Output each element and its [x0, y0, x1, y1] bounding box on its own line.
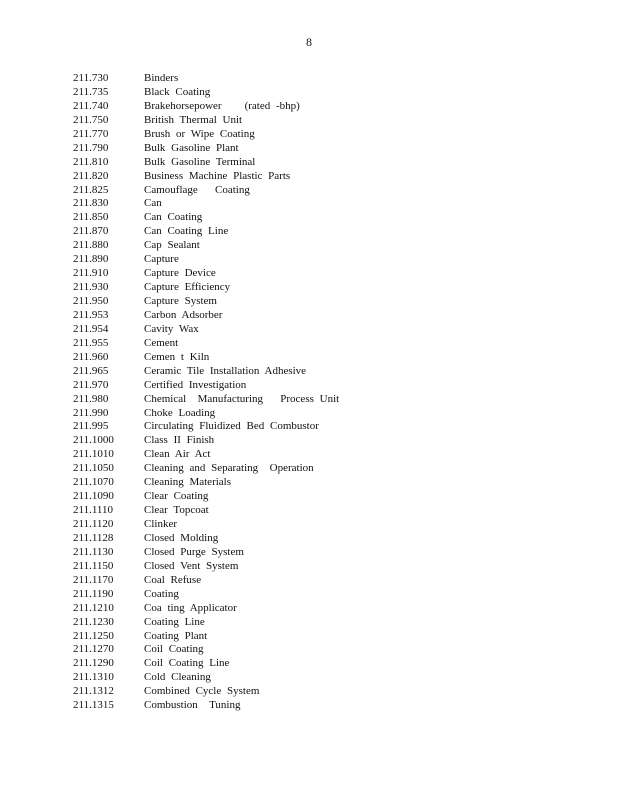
defined-term: Bulk Gasoline Terminal	[144, 155, 256, 168]
defined-term: Capture Efficiency	[144, 281, 231, 294]
section-number: 211.1230	[73, 615, 114, 628]
section-number: 211.890	[73, 253, 109, 266]
list-item	[73, 142, 339, 156]
section-number: 211.750	[73, 113, 109, 126]
section-number: 211.830	[73, 197, 109, 210]
list-item	[73, 546, 339, 560]
defined-term: Cleaning Materials	[144, 476, 232, 489]
defined-term: Cold Cleaning	[144, 671, 211, 684]
section-number: 211.880	[73, 239, 109, 252]
section-number: 211.965	[73, 364, 109, 377]
defined-term: Class II Finish	[144, 434, 215, 447]
list-item	[73, 476, 339, 490]
section-number: 211.1130	[73, 545, 114, 558]
section-number: 211.990	[73, 406, 109, 419]
list-item	[73, 616, 339, 630]
section-number: 211.735	[73, 85, 109, 98]
list-item	[73, 532, 339, 546]
defined-term: British Thermal Unit	[144, 113, 243, 126]
defined-term: Certified Investigation	[144, 378, 247, 391]
section-number: 211.790	[73, 141, 109, 154]
section-number: 211.1210	[73, 601, 114, 614]
section-number: 211.954	[73, 322, 109, 335]
list-item	[73, 490, 339, 504]
section-number: 211.950	[73, 295, 109, 307]
section-number: 211.870	[73, 225, 109, 238]
list-item	[73, 379, 339, 393]
defined-term: Can Coating Line	[144, 225, 229, 238]
section-number: 211.1190	[73, 587, 114, 600]
list-item	[73, 86, 339, 100]
defined-term: Closed Purge System	[144, 545, 244, 558]
section-number: 211.1070	[73, 476, 114, 489]
defined-term: Closed Vent System	[144, 559, 239, 572]
section-number: 211.825	[73, 183, 109, 196]
list-item	[73, 393, 339, 407]
defined-term: Capture Device	[144, 267, 216, 280]
section-number: 211.730	[73, 72, 109, 84]
section-number: 211.910	[73, 267, 109, 280]
defined-term: Camouflage Coating	[144, 183, 250, 196]
list-item	[73, 448, 339, 462]
section-number: 211.1150	[73, 559, 114, 572]
list-item	[73, 518, 339, 532]
defined-term: Clear Topcoat	[144, 504, 209, 517]
list-item	[73, 323, 339, 337]
defined-term: Choke Loading	[144, 406, 216, 419]
list-item	[73, 156, 339, 170]
section-number: 211.995	[73, 420, 109, 433]
defined-term: Business Machine Plastic Parts	[144, 169, 291, 182]
list-item	[73, 365, 339, 379]
defined-term: Chemical Manufacturing Process Unit	[144, 392, 340, 405]
defined-term: Can	[144, 197, 162, 210]
section-number: 211.970	[73, 378, 109, 391]
section-number: 211.740	[73, 99, 109, 112]
section-number: 211.1290	[73, 657, 114, 670]
defined-term: Black Coating	[144, 85, 211, 98]
defined-term: Cap Sealant	[144, 239, 200, 252]
defined-term: Cemen t Kiln	[144, 350, 210, 363]
defined-term: Coating Plant	[144, 629, 208, 642]
defined-term: Carbon Adsorber	[144, 308, 223, 321]
list-item	[73, 699, 339, 713]
defined-term: Coa ting Applicator	[144, 601, 237, 614]
defined-term: Can Coating	[144, 211, 203, 224]
defined-term: Brush or Wipe Coating	[144, 127, 255, 140]
defined-term: Capture System	[144, 295, 217, 307]
list-item	[73, 253, 339, 267]
defined-term: Combustion Tuning	[144, 699, 241, 712]
list-item	[73, 239, 339, 253]
section-number: 211.770	[73, 127, 109, 140]
list-item	[73, 170, 339, 184]
defined-term: Bulk Gasoline Plant	[144, 141, 239, 154]
list-item	[73, 588, 339, 602]
section-number: 211.1128	[73, 531, 114, 544]
section-number: 211.1120	[73, 518, 114, 530]
defined-term: Coal Refuse	[144, 573, 202, 586]
section-number: 211.953	[73, 308, 109, 321]
defined-term: Brakehorsepower (rated -bhp)	[144, 99, 300, 112]
section-number: 211.1170	[73, 573, 114, 586]
defined-term: Coil Coating	[144, 643, 204, 656]
list-item	[73, 128, 339, 142]
list-item	[73, 197, 339, 211]
list-item	[73, 281, 339, 295]
list-item	[73, 267, 339, 281]
section-number: 211.850	[73, 211, 109, 224]
section-number: 211.810	[73, 155, 109, 168]
list-item	[73, 462, 339, 476]
defined-term: Capture	[144, 253, 179, 266]
list-item	[73, 184, 339, 198]
section-number: 211.1315	[73, 699, 114, 712]
section-number: 211.1050	[73, 462, 114, 475]
list-item	[73, 671, 339, 685]
list-item	[73, 407, 339, 421]
list-item	[73, 643, 339, 657]
section-number: 211.1010	[73, 448, 114, 461]
list-item	[73, 657, 339, 671]
list-item	[73, 420, 339, 434]
list-item	[73, 295, 339, 309]
list-item	[73, 574, 339, 588]
section-number: 211.1090	[73, 490, 114, 503]
list-item	[73, 72, 339, 86]
defined-term: Clear Coating	[144, 490, 209, 503]
defined-term: Coating	[144, 587, 179, 600]
section-number: 211.955	[73, 336, 109, 349]
defined-term: Cleaning and Separating Operation	[144, 462, 314, 475]
list-item	[73, 630, 339, 644]
list-item	[73, 504, 339, 518]
list-item	[73, 114, 339, 128]
defined-term: Closed Molding	[144, 531, 219, 544]
defined-term: Clean Air Act	[144, 448, 211, 461]
defined-term: Coating Line	[144, 615, 205, 628]
section-number: 211.1270	[73, 643, 114, 656]
defined-term: Coil Coating Line	[144, 657, 230, 670]
list-item	[73, 560, 339, 574]
section-number: 211.820	[73, 169, 109, 182]
page-number: 8	[306, 35, 312, 49]
section-number: 211.960	[73, 350, 109, 363]
defined-term: Ceramic Tile Installation Adhesive	[144, 364, 307, 377]
defined-term: Cavity Wax	[144, 322, 199, 335]
list-item	[73, 211, 339, 225]
section-number: 211.980	[73, 392, 109, 405]
list-item	[73, 225, 339, 239]
section-number: 211.1310	[73, 671, 114, 684]
defined-term: Circulating Fluidized Bed Combustor	[144, 420, 319, 433]
definition-index-list	[73, 72, 339, 713]
defined-term: Clinker	[144, 518, 177, 530]
section-number: 211.930	[73, 281, 109, 294]
list-item	[73, 351, 339, 365]
section-number: 211.1312	[73, 685, 114, 698]
list-item	[73, 337, 339, 351]
defined-term: Cement	[144, 336, 179, 349]
section-number: 211.1250	[73, 629, 114, 642]
list-item	[73, 309, 339, 323]
list-item	[73, 685, 339, 699]
section-number: 211.1110	[73, 504, 114, 517]
defined-term: Binders	[144, 72, 179, 84]
list-item	[73, 434, 339, 448]
list-item	[73, 602, 339, 616]
section-number: 211.1000	[73, 434, 114, 447]
list-item	[73, 100, 339, 114]
defined-term: Combined Cycle System	[144, 685, 260, 698]
